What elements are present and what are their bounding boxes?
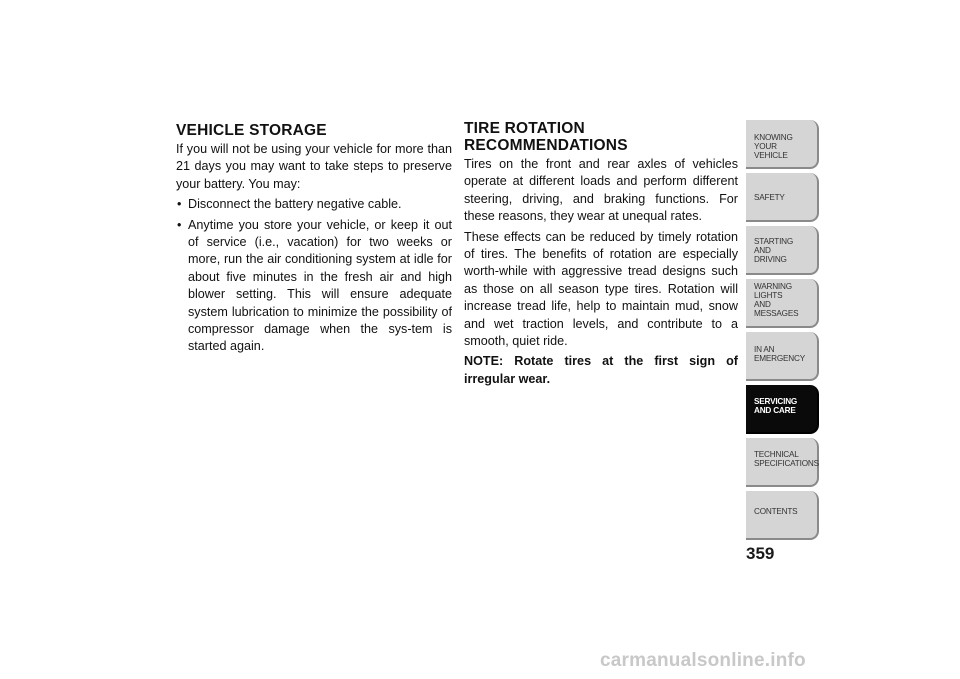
tire-rotation-para-1: Tires on the front and rear axles of vehicles operate at different loads and perform different steering, driving, and braking functions. For these reasons, they wear at unequal rates. <box>464 157 738 224</box>
tab-knowing-your-vehicle[interactable] <box>746 120 819 169</box>
right-column <box>464 120 738 388</box>
tire-rotation-note: NOTE: Rotate tires at the first sign of irregular wear. <box>464 354 738 386</box>
tab-label: WARNING LIGHTS AND MESSAGES <box>754 282 799 318</box>
vehicle-storage-list <box>176 196 452 356</box>
list-item <box>176 217 452 356</box>
bullet-icon: • <box>177 217 182 232</box>
watermark: carmanualsonline.info <box>600 650 806 671</box>
tire-rotation-para-2: These effects can be reduced by timely rotation of tires. The benefits of rotation are especially worth-while with aggressive tread designs such as those on all season type tires. Rotation will increase tread life, help to maintain mud, snow and wet traction levels, and contribute to a smooth, quiet ride. <box>464 229 738 349</box>
bullet-icon: • <box>177 197 182 212</box>
tire-rotation-heading-line2: RECOMMENDATIONS <box>464 137 628 154</box>
chapter-tabs <box>746 120 819 540</box>
tab-technical-specifications[interactable] <box>746 438 819 487</box>
tab-label: KNOWING YOUR VEHICLE <box>754 133 793 160</box>
tab-warning-lights-and-messages[interactable] <box>746 279 819 328</box>
tire-rotation-heading-line1: TIRE ROTATION <box>464 120 585 137</box>
vehicle-storage-heading: VEHICLE STORAGE <box>176 122 327 139</box>
page-number: 359 <box>746 544 775 563</box>
list-item <box>176 196 452 213</box>
tab-in-an-emergency[interactable] <box>746 332 819 381</box>
tab-safety[interactable] <box>746 173 819 222</box>
tab-label: CONTENTS <box>754 507 798 516</box>
tab-label: STARTING AND DRIVING <box>754 237 794 264</box>
left-column <box>176 120 452 359</box>
vehicle-storage-intro: If you will not be using your vehicle for more than 21 days you may want to take steps to preserve your battery. You may: <box>176 142 452 191</box>
tab-label: TECHNICAL SPECIFICATIONS <box>754 450 819 468</box>
tab-label: SERVICING AND CARE <box>754 397 798 415</box>
tab-label: SAFETY <box>754 193 785 202</box>
list-item-text: Anytime you store your vehicle, or keep it out of service (i.e., vacation) for two weeks or more, run the air conditioning system at idle for about five minutes in the fresh air and high blower setting. This will ensure adequate system lubrication to minimize the possibility of compressor damage when the sys-tem is started again. <box>188 217 452 354</box>
tab-starting-and-driving[interactable] <box>746 226 819 275</box>
tire-rotation-heading <box>464 120 738 154</box>
tab-label: IN AN EMERGENCY <box>754 345 805 363</box>
list-item-text: Disconnect the battery negative cable. <box>188 197 402 212</box>
tab-contents[interactable] <box>746 491 819 540</box>
tab-servicing-and-care[interactable] <box>746 385 819 434</box>
